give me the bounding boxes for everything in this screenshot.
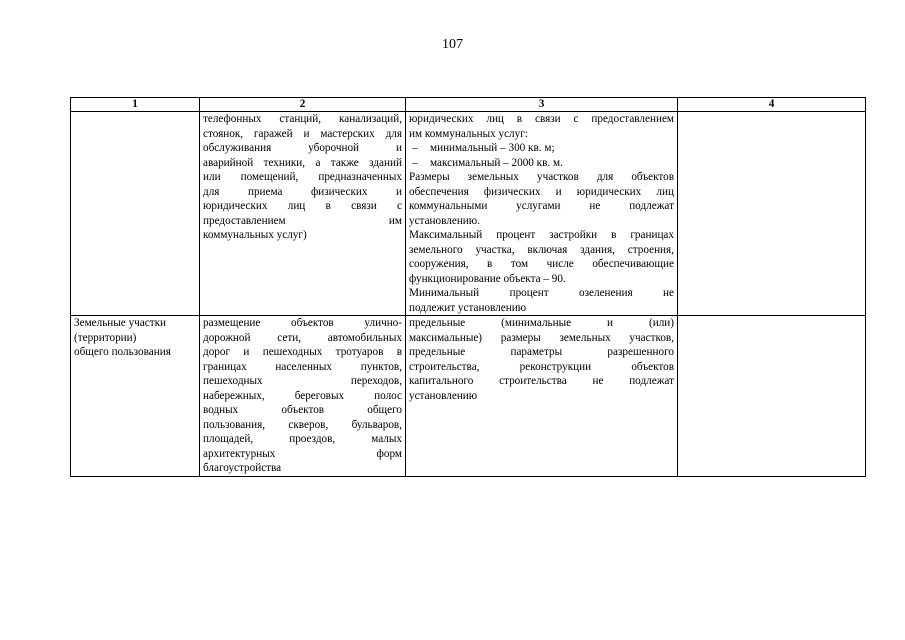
list-item-max-area <box>409 156 674 171</box>
text-line: юридических лиц в связи с предоставлением <box>409 113 674 125</box>
text-line: установлению. <box>409 214 480 227</box>
text-line: размещение объектов улично- <box>203 317 402 329</box>
dash-marker: – <box>412 142 418 154</box>
text-line: коммунальными услугами не подлежат <box>409 200 674 212</box>
text-line: обеспечения физических и юридических лиц <box>409 185 674 198</box>
text-line: архитектурных форм <box>203 447 402 460</box>
text-line: строительства, реконструкции объектов <box>409 360 674 373</box>
table-row <box>71 112 866 316</box>
min-area-text: минимальный – 300 кв. м; <box>430 142 555 154</box>
text-line: Максимальный процент застройки в границах <box>409 229 674 241</box>
text-line: пользования, скверов, бульваров, <box>203 418 402 431</box>
row1-col1-cell <box>71 112 200 316</box>
text-line: подлежит установлению <box>409 301 527 314</box>
row2-col3-cell <box>406 316 678 477</box>
text-line: водных объектов общего <box>203 404 402 416</box>
text-line: (территории) <box>74 331 137 344</box>
text-line: Земельные участки <box>74 317 167 329</box>
column-header-4: 4 <box>678 98 866 112</box>
text-line: обслуживания уборочной и <box>203 142 402 154</box>
table-row <box>71 316 866 477</box>
text-line: телефонных станций, канализаций, <box>203 113 402 125</box>
column-header-1: 1 <box>71 98 200 112</box>
text-line: функционирование объекта – 90. <box>409 272 566 285</box>
text-line: для приема физических и <box>203 185 402 198</box>
text-line: аварийной техники, а также зданий <box>203 156 402 169</box>
dash-marker: – <box>412 156 418 169</box>
text-line: максимальные) размеры земельных участков, <box>409 331 674 344</box>
text-line: стоянок, гаражей и мастерских для <box>203 127 402 140</box>
text-line: капитального строительства не подлежат <box>409 375 674 387</box>
text-line: пешеходных переходов, <box>203 375 402 387</box>
text-line: сооружения, в том числе обеспечивающие <box>409 258 674 270</box>
page-number: 107 <box>442 37 463 52</box>
table-header-row <box>71 98 866 112</box>
text-line: дорог и пешеходных тротуаров в <box>203 346 402 358</box>
row2-col1-cell <box>71 316 200 477</box>
text-line: границах населенных пунктов, <box>203 360 402 373</box>
text-line: дорожной сети, автомобильных <box>203 331 402 344</box>
text-line: предельные (минимальные и (или) <box>409 317 674 329</box>
text-line: Минимальный процент озеленения не <box>409 287 674 299</box>
row1-col4-cell <box>678 112 866 316</box>
max-area-text: максимальный – 2000 кв. м. <box>430 156 563 169</box>
text-line: им коммунальных услуг: <box>409 127 528 140</box>
row1-col3-cell <box>406 112 678 316</box>
text-line: благоустройства <box>203 462 282 474</box>
row1-col2-cell <box>200 112 406 316</box>
row2-col4-cell <box>678 316 866 477</box>
regulations-table <box>70 97 866 477</box>
column-header-3: 3 <box>406 98 678 112</box>
text-line: юридических лиц в связи с <box>203 200 402 212</box>
text-line: набережных, береговых полос <box>203 389 402 402</box>
column-header-2: 2 <box>200 98 406 112</box>
text-line: коммунальных услуг) <box>203 229 307 241</box>
text-line: Размеры земельных участков для объектов <box>409 171 674 183</box>
text-line: предоставлением им <box>203 214 402 227</box>
text-line: площадей, проездов, малых <box>203 433 402 445</box>
text-line: земельного участка, включая здания, строения, <box>409 243 674 256</box>
text-line: общего пользования <box>74 346 171 358</box>
text-line: или помещений, предназначенных <box>203 171 402 183</box>
text-line: предельные параметры разрешенного <box>409 346 674 358</box>
list-item-min-area <box>409 141 674 156</box>
row2-col2-cell <box>200 316 406 477</box>
text-line: установлению <box>409 389 478 402</box>
